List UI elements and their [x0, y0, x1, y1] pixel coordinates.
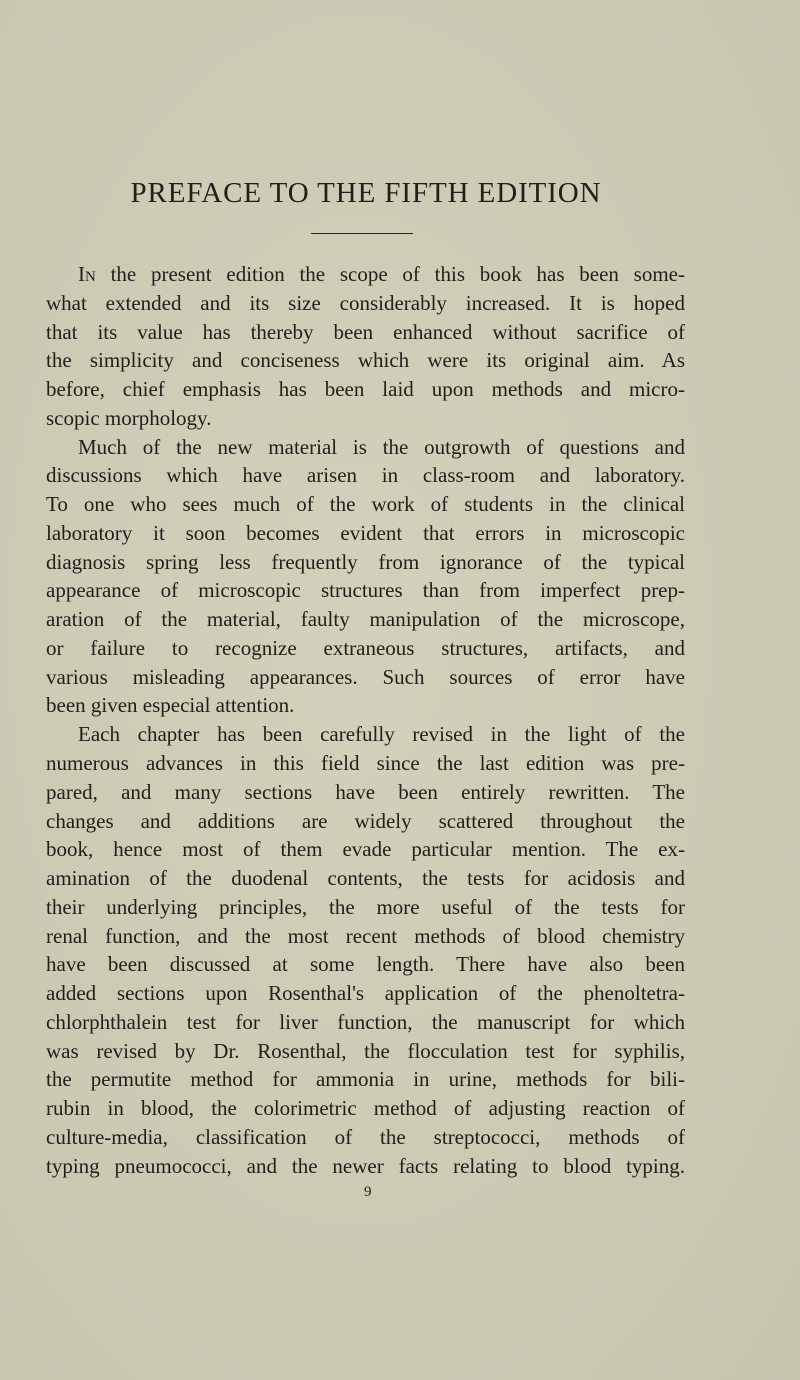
lead-word-small-caps: In	[78, 262, 96, 286]
title-rule-divider	[311, 233, 413, 234]
text-line: numerous advances in this field since the last edition was pre-	[46, 751, 685, 776]
text-line: discussions which have arisen in class-room and laboratory.	[46, 463, 685, 488]
text-line	[46, 260, 685, 289]
text-line: Much of the new material is the outgrowth of questions and	[78, 434, 685, 459]
text-line: renal function, and the most recent methods of blood chemistry	[46, 923, 685, 948]
text-line: scopic morphology.	[46, 405, 212, 430]
text-line: changes and additions are widely scattered throughout the	[46, 808, 685, 833]
text-line: various misleading appearances. Such sources of error have	[46, 664, 685, 689]
text-line: aration of the material, faulty manipulation of the microscope,	[46, 607, 685, 632]
text-line: was revised by Dr. Rosenthal, the flocculation test for syphilis,	[46, 1038, 685, 1063]
text-line: culture-media, classification of the streptococci, methods of	[46, 1124, 685, 1149]
text-line: before, chief emphasis has been laid upon methods and micro-	[46, 377, 685, 402]
text-line: Each chapter has been carefully revised in the light of the	[78, 722, 685, 747]
text-line-rest: the present edition the scope of this book has been some-	[95, 262, 685, 286]
text-line: the permutite method for ammonia in urine, methods for bili-	[46, 1067, 685, 1092]
text-line: chlorphthalein test for liver function, the manuscript for which	[46, 1009, 685, 1034]
text-line: typing pneumococci, and the newer facts relating to blood typing.	[46, 1153, 685, 1178]
page-title: PREFACE TO THE FIFTH EDITION	[130, 177, 602, 209]
text-line: appearance of microscopic structures than from imperfect prep-	[46, 578, 685, 603]
text-line: their underlying principles, the more useful of the tests for	[46, 894, 685, 919]
text-line: added sections upon Rosenthal's application of the phenoltetra-	[46, 981, 685, 1006]
page-number: 9	[364, 1184, 372, 1200]
text-line: the simplicity and conciseness which were its original aim. As	[46, 348, 685, 373]
text-line: rubin in blood, the colorimetric method of adjusting reaction of	[46, 1096, 685, 1121]
preface-body	[46, 260, 685, 1181]
text-line: that its value has thereby been enhanced without sacrifice of	[46, 319, 685, 344]
text-line: what extended and its size considerably increased. It is hoped	[46, 290, 685, 315]
text-line: or failure to recognize extraneous structures, artifacts, and	[46, 635, 685, 660]
text-line: book, hence most of them evade particular mention. The ex-	[46, 837, 685, 862]
text-line: diagnosis spring less frequently from ignorance of the typical	[46, 549, 685, 574]
text-line: amination of the duodenal contents, the tests for acidosis and	[46, 866, 685, 891]
text-line: To one who sees much of the work of students in the clinical	[46, 492, 685, 517]
text-line: been given especial attention.	[46, 693, 295, 718]
text-line: pared, and many sections have been entirely rewritten. The	[46, 779, 685, 804]
text-line: laboratory it soon becomes evident that errors in microscopic	[46, 520, 685, 545]
text-line: have been discussed at some length. There have also been	[46, 952, 685, 977]
